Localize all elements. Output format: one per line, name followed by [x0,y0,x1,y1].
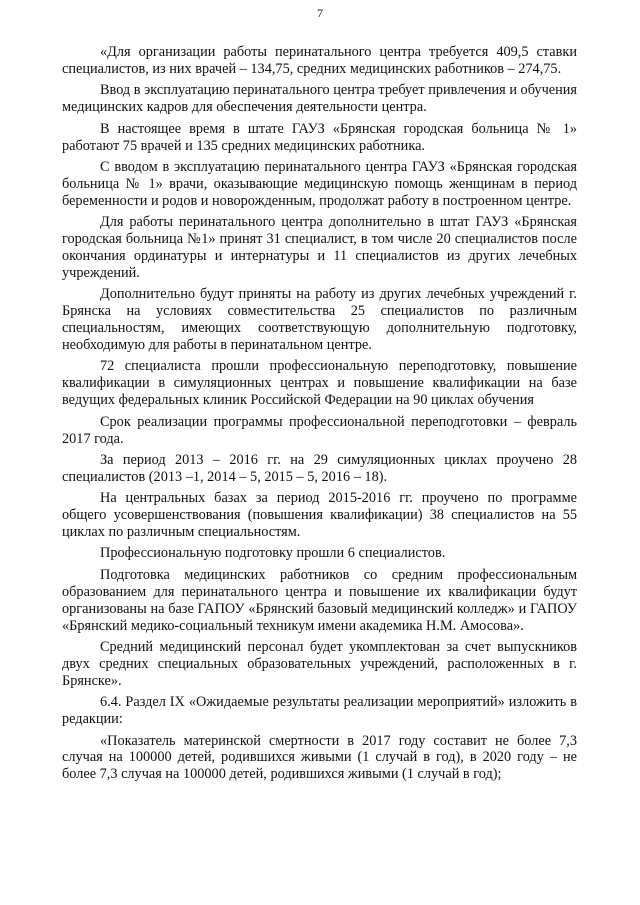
paragraph-nurse-staffing: Средний медицинский персонал будет укомплектован за счет выпускников двух средних специальных образовательных учреждений, расположенных в г. Брянске». [62,639,577,689]
paragraph-staff-training-need: Ввод в эксплуатацию перинатального центра требует привлечения и обучения медицинских кадров для обеспечения деятельности центра. [62,82,577,116]
paragraph-central-bases: На центральных базах за период 2015-2016 гг. проучено по программе общего усовершенствования (повышения квалификации) 38 специалистов на 55 циклах по различным специальностям. [62,490,577,541]
paragraph-doctors-continue: С вводом в эксплуатацию перинатального центра ГАУЗ «Брянская городская больница № 1» врачи, оказывающие медицинскую помощь женщинам в период беременности и родов и новорожденным, продолжат работу в построенном центре. [62,158,577,209]
paragraph-part-time-specialists: Дополнительно будут приняты на работу из других лечебных учреждений г. Брянска на условиях совместительства 25 специалистов по различным специальностям, имеющих соответствующую дополнительную подготовку, необходимую для работы в перинатальном центре. [62,286,577,353]
paragraph-staffing-requirements: «Для организации работы перинатального центра требуется 409,5 ставки специалистов, из них врачей – 134,75, средних медицинских работников – 274,75. [62,44,577,77]
page-number: 7 [317,6,323,20]
paragraph-maternal-mortality: «Показатель материнской смертности в 2017 году составит не более 7,3 случая на 100000 детей, родившихся живыми (1 случай в год), в 2020 году – не более 7,3 случая на 100000 детей, родившихся живыми (1 случай в год); [62,732,577,783]
paragraph-retraining: 72 специалиста прошли профессиональную переподготовку, повышение квалификации в симуляционных центрах и повышение квалификации на базе ведущих федеральных клиник Российской Федерации на 90 циклах обучения [62,358,577,409]
paragraph-new-hires: Для работы перинатального центра дополнительно в штат ГАУЗ «Брянская городская больница №1» принят 31 специалист, в том числе 20 специалистов после окончания ординатуры и интернатуры и 11 специалистов из других лечебных учреждений. [62,214,577,281]
paragraph-professional-training: Профессиональную подготовку прошли 6 специалистов. [100,545,446,562]
paragraph-simulation-cycles: За период 2013 – 2016 гг. на 29 симуляционных циклах проучено 28 специалистов (2013 –1, 2014 – 5, 2015 – 5, 2016 – 18). [62,451,577,485]
document-body [62,44,577,788]
paragraph-program-deadline: Срок реализации программы профессиональной переподготовки – февраль 2017 года. [62,413,577,447]
paragraph-section-ix: 6.4. Раздел IX «Ожидаемые результаты реализации мероприятий» изложить в редакции: [62,694,577,728]
paragraph-current-staff: В настоящее время в штате ГАУЗ «Брянская городская больница № 1» работают 75 врачей и 135 средних медицинских работника. [62,120,577,154]
paragraph-nurse-training: Подготовка медицинских работников со средним профессиональным образованием для перинатального центра и повышение их квалификации будут организованы на базе ГАПОУ «Брянский базовый медицинский колледж» и ГАПОУ «Брянский медико-социальный техникум имени академика Н.М. Амосова». [62,566,577,634]
